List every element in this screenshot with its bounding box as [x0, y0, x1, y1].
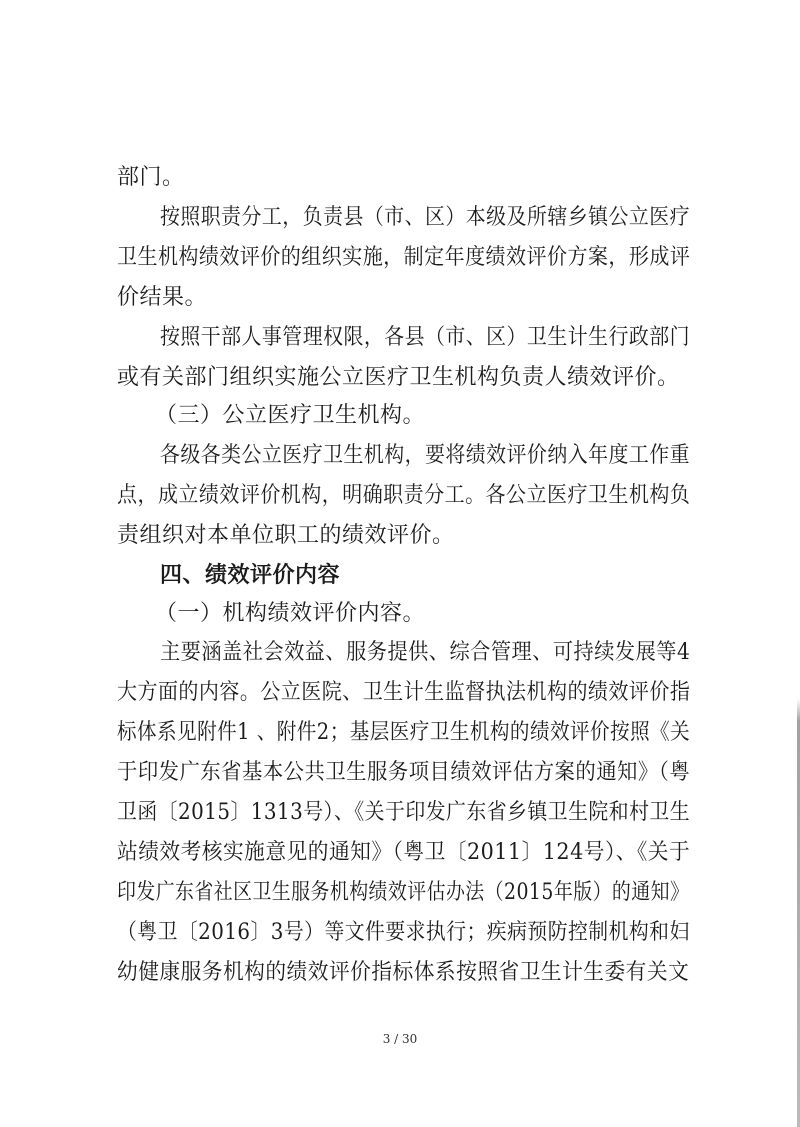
paragraph-line: 于印发广东省基本公共卫生服务项目绩效评估方案的通知》（粤	[117, 760, 691, 785]
paragraph-line: 点，成立绩效评价机构，明确职责分工。各公立医疗卫生机构负	[117, 483, 691, 508]
paragraph-line: 或有关部门组织实施公立医疗卫生机构负责人绩效评价。	[117, 365, 680, 390]
paragraph-line: 印发广东省社区卫生服务机构绩效评估办法（2015年版）的通知》	[117, 880, 690, 905]
paragraph-line: 幼健康服务机构的绩效评价指标体系按照省卫生计生委有关文	[117, 960, 690, 985]
paragraph-line: 大方面的内容。公立医院、卫生计生监督执法机构的绩效评价指	[117, 680, 691, 705]
paragraph-line: 价结果。	[117, 285, 208, 310]
subsection-heading: （三）公立医疗卫生机构。	[155, 403, 426, 428]
section-heading: 四、绩效评价内容	[160, 563, 341, 588]
paragraph-line: 按照职责分工，负责县（市、区）本级及所辖乡镇公立医疗	[160, 205, 691, 230]
paragraph-line: 主要涵盖社会效益、服务提供、综合管理、可持续发展等4	[160, 640, 691, 665]
paragraph-line: 标体系见附件1 、附件2；基层医疗卫生机构的绩效评价按照《关	[117, 720, 691, 745]
paragraph-line: 责组织对本单位职工的绩效评价。	[117, 523, 455, 548]
subsection-heading: （一）机构绩效评价内容。	[155, 601, 426, 626]
paragraph-line: 部门。	[117, 165, 185, 190]
paragraph-line: 卫函〔2015〕1313号）、《关于印发广东省乡镇卫生院和村卫生	[117, 800, 691, 825]
paragraph-line: 各级各类公立医疗卫生机构，要将绩效评价纳入年度工作重	[160, 443, 691, 468]
page-number: 3 / 30	[382, 1032, 418, 1046]
paragraph-line: 卫生机构绩效评价的组织实施，制定年度绩效评价方案，形成评	[117, 245, 691, 270]
paragraph-line: 站绩效考核实施意见的通知》（粤卫〔2011〕124号）、《关于	[117, 840, 691, 865]
paragraph-line: 按照干部人事管理权限，各县（市、区）卫生计生行政部门	[160, 325, 691, 350]
paragraph-line: （粤卫〔2016〕3号）等文件要求执行；疾病预防控制机构和妇	[117, 920, 690, 945]
